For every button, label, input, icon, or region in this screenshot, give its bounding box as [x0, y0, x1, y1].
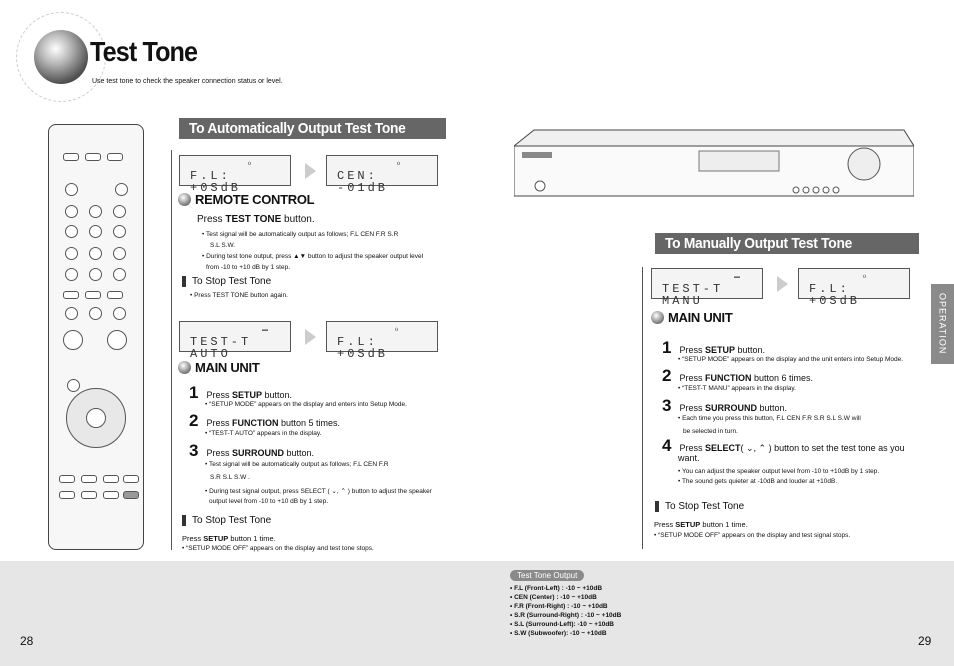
- page-subtitle: Use test tone to check the speaker connection status or level.: [92, 78, 283, 85]
- test-tone-output-badge: Test Tone Output: [510, 570, 584, 581]
- step-4: 4 Press SELECT( ⌄, ⌃ ) button to set the test tone as you: [662, 436, 905, 455]
- page-number-right: 29: [918, 634, 932, 648]
- main-unit-heading: MAIN UNIT: [651, 310, 732, 325]
- remote-control-illustration: [48, 124, 144, 550]
- bullet-ball-icon: [178, 193, 191, 206]
- stop-note: • “SETUP MODE OFF” appears on the display and test signal stops.: [654, 532, 851, 539]
- lcd-display: ☊ CEN: -01dB: [326, 155, 438, 186]
- arrow-right-icon: [777, 276, 788, 292]
- section-heading-auto: To Automatically Output Test Tone: [179, 118, 446, 139]
- page-number-left: 28: [20, 634, 34, 648]
- list-item: • F.R (Front-Right) : -10 ~ +10dB: [510, 603, 608, 610]
- step-3: 3 Press SURROUND button.: [662, 396, 788, 415]
- remote-control-heading: REMOTE CONTROL: [178, 192, 314, 207]
- main-unit-heading: MAIN UNIT: [178, 360, 259, 375]
- receiver-illustration: [514, 128, 914, 198]
- step-note: • The sound gets quieter at -10dB and louder at +10dB.: [678, 478, 838, 485]
- lcd-display: ☊ F.L: +0SdB: [179, 155, 291, 186]
- remote-press-instruction: Press TEST TONE button.: [197, 214, 315, 225]
- list-item: • S.R (Surround-Right) : -10 ~ +10dB: [510, 612, 622, 619]
- stop-test-tone-title: To Stop Test Tone: [182, 515, 271, 526]
- step-note: • “SETUP MODE” appears on the display and enters into Setup Mode.: [205, 401, 407, 408]
- step-4-continued: want.: [678, 453, 700, 463]
- step-note: be selected in turn.: [683, 428, 738, 435]
- arrow-right-icon: [305, 163, 316, 179]
- test-tone-output-list: [510, 584, 621, 638]
- lcd-display: ☊ F.L: +0SdB: [326, 321, 438, 352]
- step-note: • You can adjust the speaker output level from -10 to +10dB by 1 step.: [678, 468, 880, 475]
- stop-note: • “SETUP MODE OFF” appears on the display and test tone stops.: [182, 545, 374, 552]
- step-note: • “SETUP MODE” appears on the display and the unit enters into Setup Mode.: [678, 356, 904, 363]
- footer-band: [0, 561, 954, 666]
- page-title: Test Tone: [90, 36, 198, 67]
- step-note: • During test signal output, press SELECT ( ⌄, ⌃ ) button to adjust the speaker: [205, 488, 432, 495]
- stop-test-tone-title: To Stop Test Tone: [182, 276, 271, 287]
- stop-instruction: Press SETUP button 1 time.: [654, 520, 748, 529]
- list-item: • S.L (Surround-Left): -10 ~ +10dB: [510, 621, 614, 628]
- step-2: 2 Press FUNCTION button 6 times.: [662, 366, 814, 385]
- step-note: • “TEST-T AUTO” appears in the display.: [205, 430, 322, 437]
- speaker-icon: [34, 30, 88, 84]
- divider: [171, 150, 172, 550]
- lcd-display: ▬▬ TEST-T MANU: [651, 268, 763, 299]
- list-item: • F.L (Front-Left) : -10 ~ +10dB: [510, 585, 603, 592]
- remote-note: • Test signal will be automatically output as follows; F.L CEN F.R S.R: [202, 231, 399, 238]
- operation-tab: OPERATION: [931, 284, 954, 364]
- remote-note: S.L S.W.: [210, 242, 236, 249]
- list-item: • S.W (Subwoofer): -10 ~ +10dB: [510, 630, 607, 637]
- step-3: 3 Press SURROUND button.: [189, 441, 315, 460]
- list-item: • CEN (Center) : -10 ~ +10dB: [510, 594, 597, 601]
- arrow-right-icon: [305, 329, 316, 345]
- step-note: output level from -10 to +10 dB by 1 step.: [209, 498, 329, 505]
- lcd-display: ☊ F.L: +0SdB: [798, 268, 910, 299]
- step-note: S.R S.L S.W .: [210, 474, 250, 481]
- divider: [642, 267, 643, 549]
- step-1: 1 Press SETUP button.: [662, 338, 766, 357]
- step-2: 2 Press FUNCTION button 5 times.: [189, 411, 341, 430]
- bullet-ball-icon: [651, 311, 664, 324]
- step-1: 1 Press SETUP button.: [189, 383, 293, 402]
- stop-instruction: Press SETUP button 1 time.: [182, 534, 276, 543]
- bullet-ball-icon: [178, 361, 191, 374]
- step-note: • “TEST-T MANU” appears in the display.: [678, 385, 796, 392]
- stop-test-tone-title: To Stop Test Tone: [655, 501, 744, 512]
- remote-note: • During test tone output, press ▲▼ button to adjust the speaker output level: [202, 253, 424, 260]
- remote-note: from -10 to +10 dB by 1 step.: [206, 264, 291, 271]
- section-heading-manual: To Manually Output Test Tone: [655, 233, 919, 254]
- stop-note: • Press TEST TONE button again.: [190, 292, 288, 299]
- step-note: • Test signal will be automatically output as follows; F.L CEN F.R: [205, 461, 389, 468]
- lcd-display: ▬▬ TEST-T AUTO: [179, 321, 291, 352]
- step-note: • Each time you press this button, F.L CEN F.R S.R S.L S.W will: [678, 415, 861, 422]
